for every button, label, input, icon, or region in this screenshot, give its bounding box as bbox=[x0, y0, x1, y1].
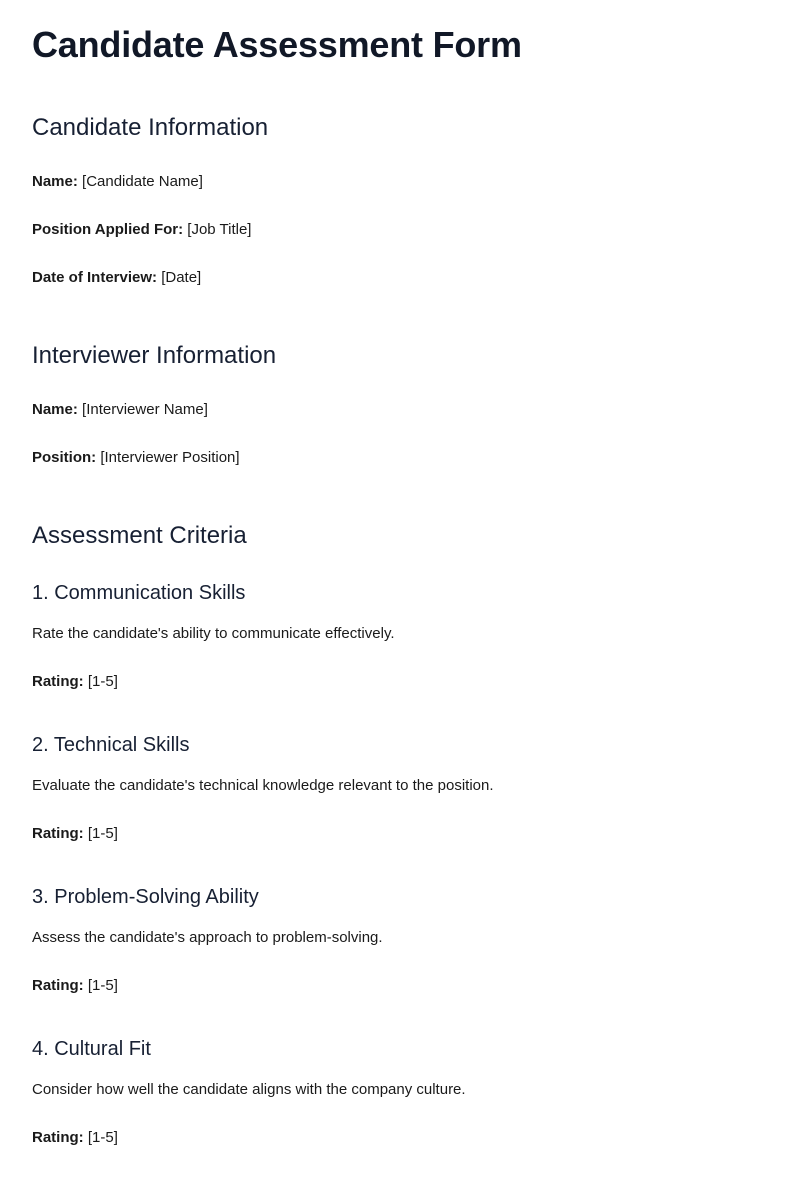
criterion-rating bbox=[32, 672, 118, 692]
rating-value: [1-5] bbox=[87, 977, 118, 994]
assessment-criteria-heading: Assessment Criteria bbox=[32, 522, 247, 549]
criterion-description: Rate the candidate's ability to communicate effectively. bbox=[32, 625, 395, 642]
field-value: [Candidate Name] bbox=[82, 173, 203, 190]
field-value: [Interviewer Position] bbox=[100, 449, 240, 466]
field-label: Name: bbox=[32, 173, 78, 190]
criterion-title: 1. Communication Skills bbox=[32, 582, 246, 604]
field-label: Date of Interview: bbox=[32, 269, 158, 286]
field-value: [Date] bbox=[161, 269, 202, 286]
criterion-rating bbox=[32, 824, 118, 844]
position-applied-field bbox=[32, 220, 251, 240]
rating-value: [1-5] bbox=[87, 673, 118, 690]
candidate-name-field bbox=[32, 172, 203, 192]
field-label: Position Applied For: bbox=[32, 221, 184, 238]
interviewer-position-field bbox=[32, 448, 240, 468]
field-label: Position: bbox=[32, 449, 97, 466]
rating-label: Rating: bbox=[32, 977, 84, 994]
rating-value: [1-5] bbox=[87, 825, 118, 842]
candidate-info-heading: Candidate Information bbox=[32, 114, 269, 141]
field-value: [Interviewer Name] bbox=[82, 401, 208, 418]
criterion-rating bbox=[32, 976, 118, 996]
criterion-description: Evaluate the candidate's technical knowledge relevant to the position. bbox=[32, 777, 494, 794]
page-title: Candidate Assessment Form bbox=[32, 24, 522, 65]
interviewer-name-field bbox=[32, 400, 208, 420]
criterion-rating bbox=[32, 1128, 118, 1148]
rating-value: [1-5] bbox=[87, 1129, 118, 1146]
interview-date-field bbox=[32, 268, 201, 288]
rating-label: Rating: bbox=[32, 1129, 84, 1146]
field-value: [Job Title] bbox=[187, 221, 252, 238]
field-label: Name: bbox=[32, 401, 78, 418]
criterion-title: 3. Problem-Solving Ability bbox=[32, 886, 259, 908]
criterion-description: Assess the candidate's approach to problem-solving. bbox=[32, 929, 383, 946]
criterion-description: Consider how well the candidate aligns with the company culture. bbox=[32, 1081, 466, 1098]
rating-label: Rating: bbox=[32, 825, 84, 842]
rating-label: Rating: bbox=[32, 673, 84, 690]
criterion-title: 4. Cultural Fit bbox=[32, 1038, 151, 1060]
interviewer-info-heading: Interviewer Information bbox=[32, 342, 277, 369]
criterion-title: 2. Technical Skills bbox=[32, 734, 190, 756]
